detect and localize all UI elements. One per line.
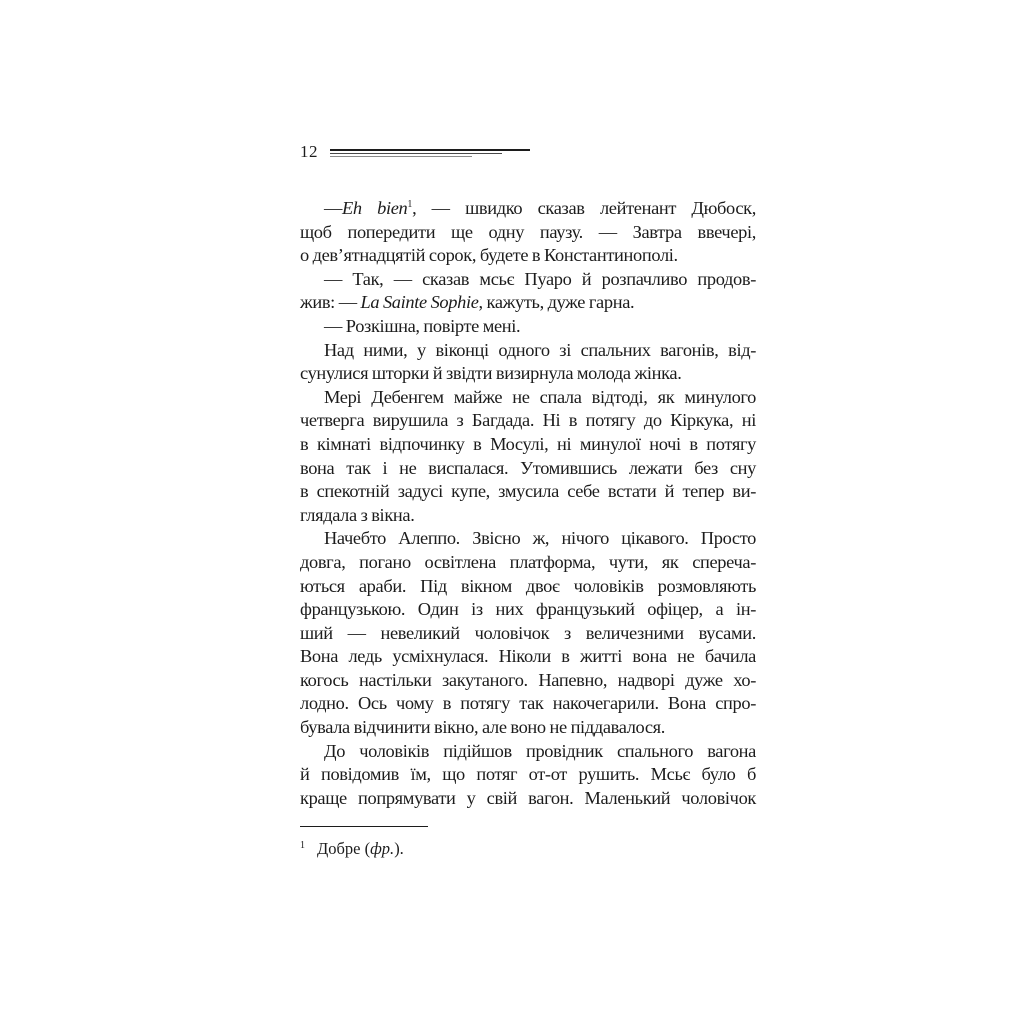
text-line: довга, погано освітлена платформа, чути, як сперечa- (300, 551, 756, 572)
text-line: французькою. Один із них французький офіцер, а ін- (300, 599, 756, 620)
text-line: Начебто Алеппо. Звісно ж, нічого цікавого. Просто (324, 528, 756, 549)
text-line: Над ними, у віконці одного зі спальних вагонів, від- (324, 339, 756, 360)
text-line: До чоловіків підійшов провідник спального вагона (324, 740, 756, 761)
text-line: ший — невеликий чоловічок з величезними вусами. (300, 622, 756, 643)
text-line: вона так і не виспалася. Утомившись лежати без сну (300, 457, 756, 478)
text-line: й повідомив їм, що потяг от-от рушить. Мсьє було б (300, 764, 756, 785)
text-line: — Розкішна, повірте мені. (324, 315, 521, 336)
footnote-separator (300, 826, 428, 827)
text-line: Мері Дебенгем майже не спала відтоді, як минулого (324, 386, 756, 407)
header-rule-thick (330, 149, 530, 151)
paragraph-3 (300, 315, 756, 339)
paragraph-7 (300, 740, 756, 811)
text-line: когось настільки закутаного. Напевно, надворі дуже хо- (300, 669, 756, 690)
paragraph-6 (300, 527, 756, 739)
text-line: лодно. Ось чому в потягу так накочегарили. Вона спро- (300, 693, 756, 714)
text-line: ються араби. Під вікном двоє чоловіків розмовляють (300, 575, 756, 596)
text-line: щоб попередити ще одну паузу. — Завтра ввечері, (300, 221, 756, 242)
text-line: Вона ледь усміхнулася. Ніколи в житті вона не бачила (300, 646, 756, 667)
text-line: жив: — La Sainte Sophie, кажуть, дуже гарна. (300, 292, 635, 313)
footnote: $^1$ Добре (фр.). (300, 839, 404, 858)
paragraph-1 (300, 197, 756, 268)
text-line: глядала з вікна. (300, 504, 415, 525)
header-rule-mid (330, 153, 502, 154)
text-line: сунулися шторки й звідти визирнула молода жінка. (300, 363, 682, 384)
text-line: краще попрямувати у свій вагон. Маленький чоловічок (300, 787, 756, 808)
running-head (300, 140, 540, 164)
paragraph-2 (300, 268, 756, 315)
paragraph-5 (300, 386, 756, 528)
page-number: 12 (300, 142, 318, 161)
text-line: в спекотній задусі купе, змусила себе встати й тепер ви- (300, 481, 756, 502)
text-line: в кімнаті відпочинку в Мосулі, ні минулої ночі в потягу (300, 433, 756, 454)
text-line: бувала відчинити вікно, але воно не піддавалося. (300, 717, 666, 738)
text-line: —Eh bien$^1$, — швидко сказав лейтенант Дюбоск, (324, 198, 756, 218)
body-text (300, 197, 756, 810)
footnote-ref: 1 (407, 199, 413, 210)
text-line: четверга вирушила з Багдада. Ні в потягу до Кіркука, ні (300, 410, 756, 431)
text-line: — Так, — сказав мсьє Пуаро й розпачливо продов- (324, 268, 756, 289)
text-line: о дев’ятнадцятій сорок, будете в Константинополі. (300, 245, 678, 266)
footnote-mark: 1 (300, 840, 305, 851)
paragraph-4 (300, 339, 756, 386)
header-rule-thin (330, 156, 472, 157)
